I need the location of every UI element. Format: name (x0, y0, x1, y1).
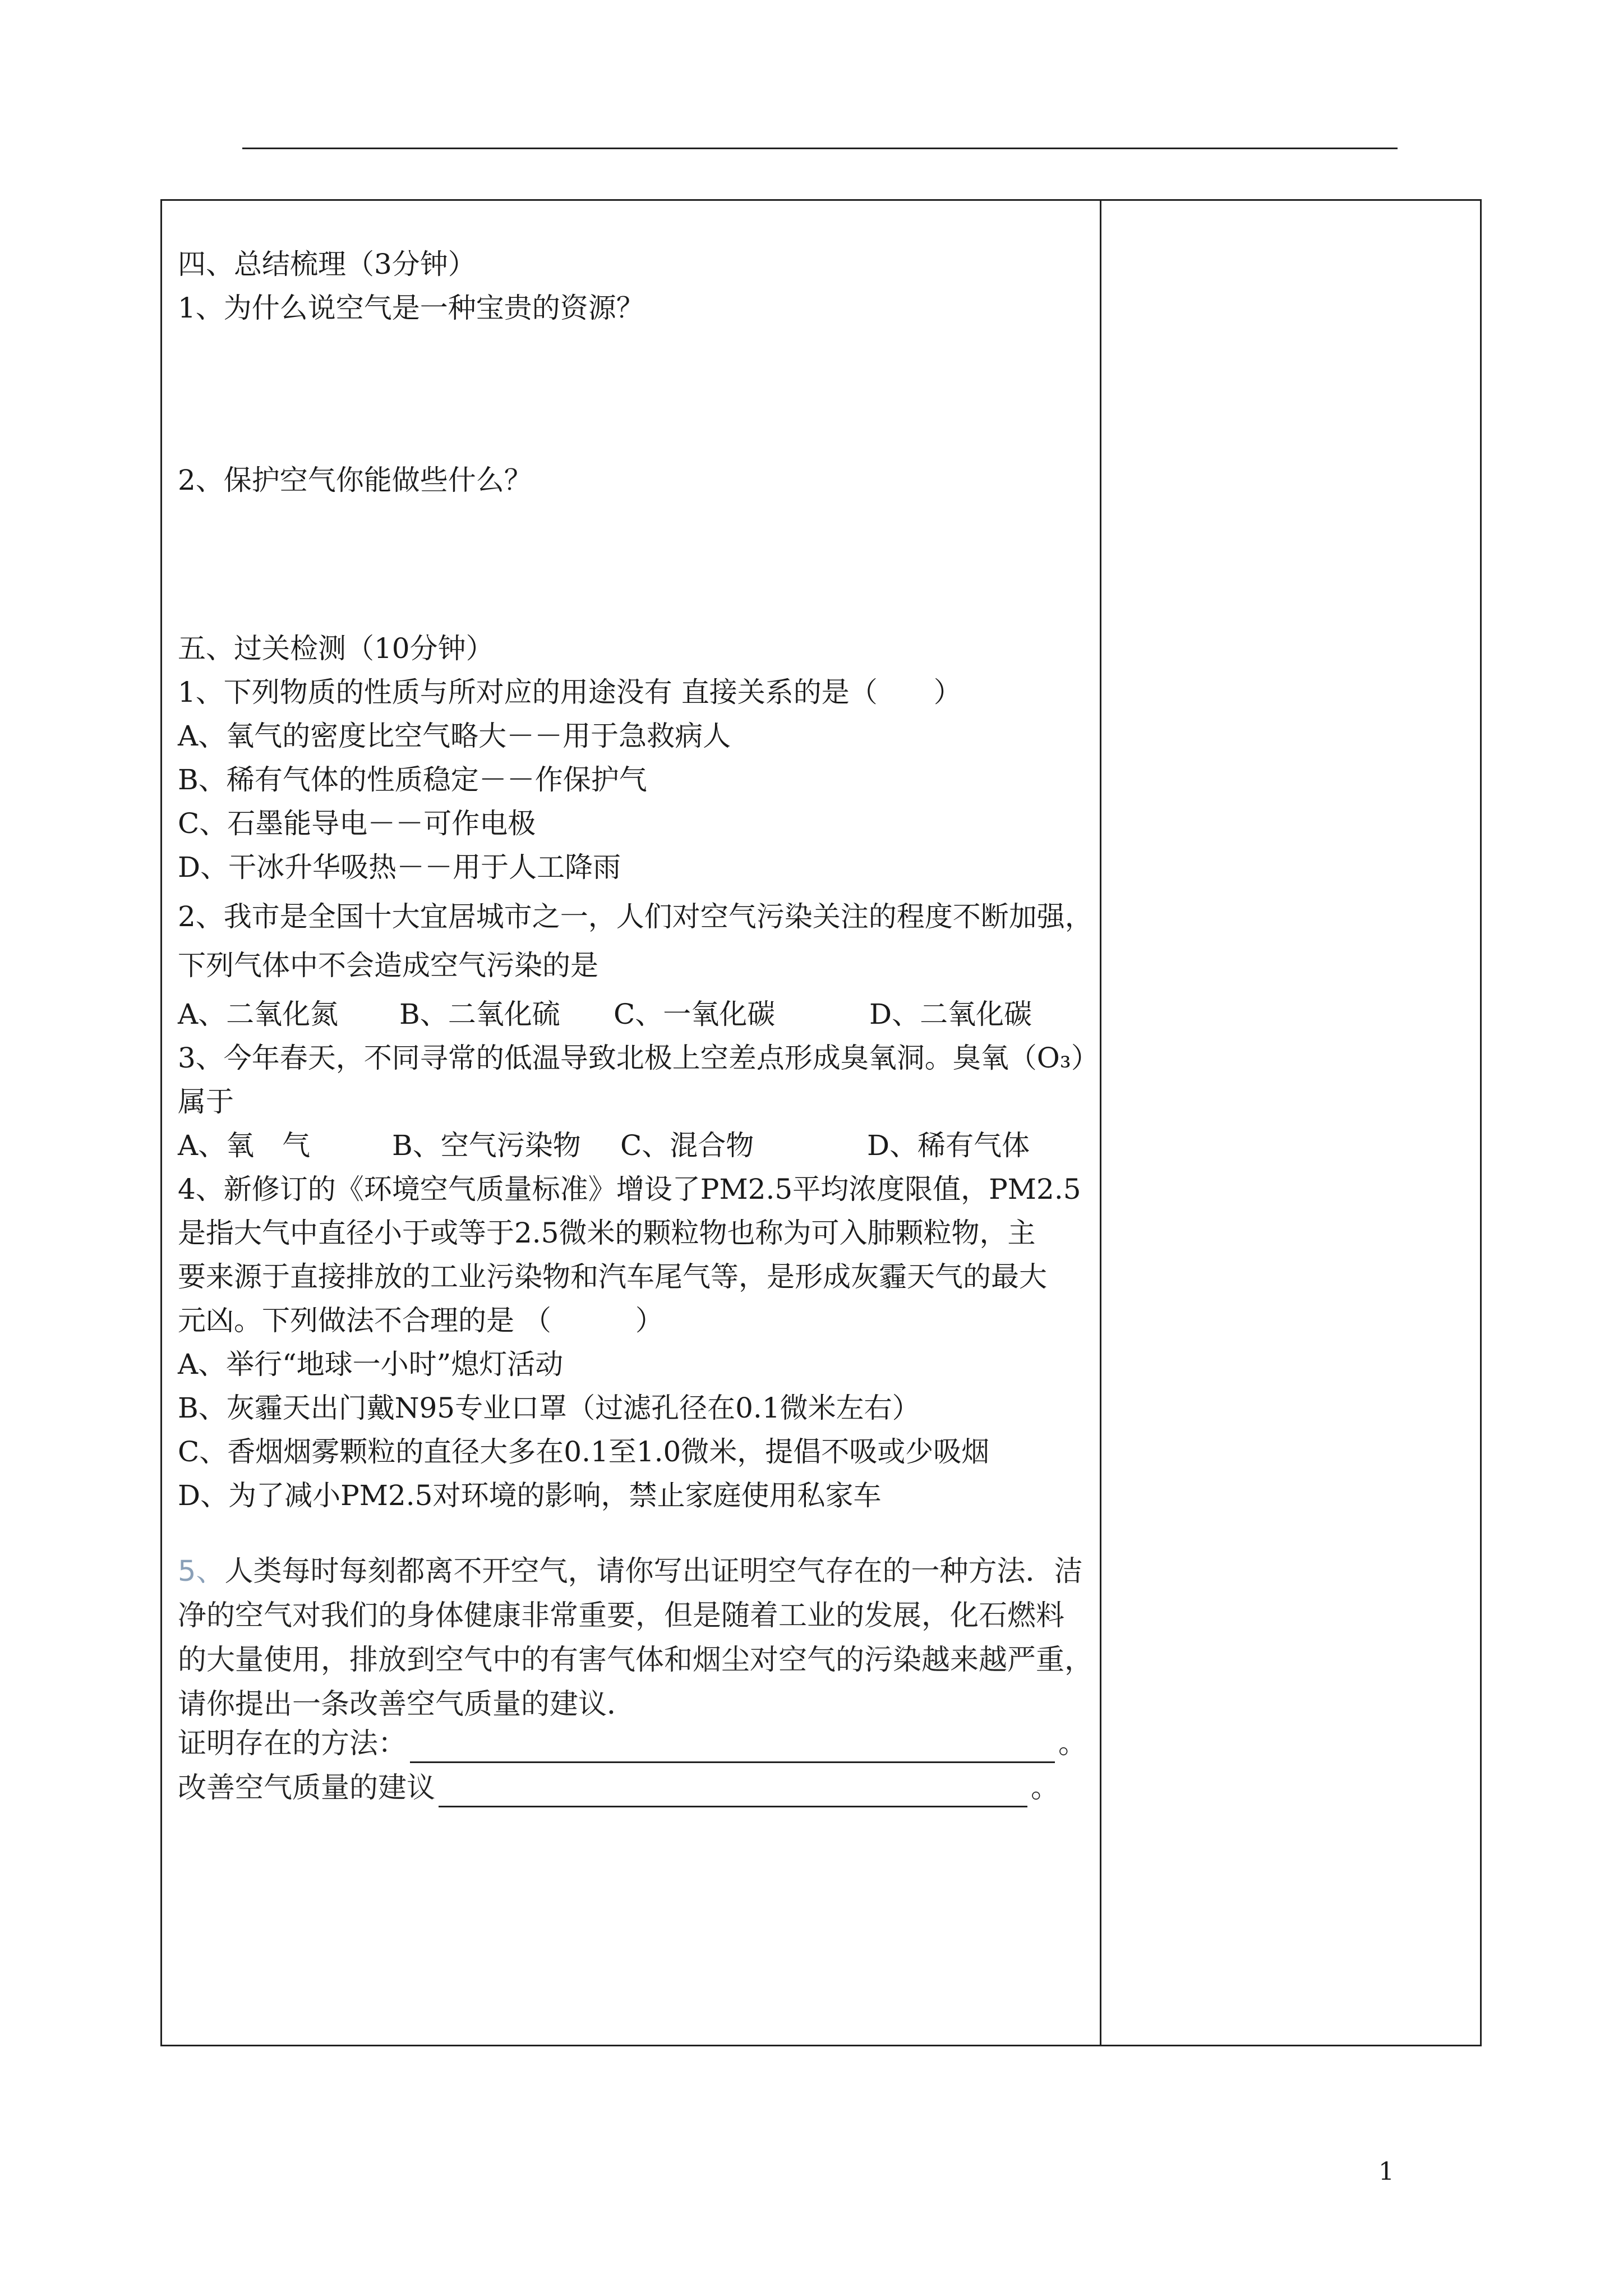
q3-option-b: B、空气污染物 (392, 1129, 581, 1162)
q4-stem-line2: 是指大气中直径小于或等于2.5微米的颗粒物也称为可入肺颗粒物，主 (178, 1217, 1036, 1249)
q4-stem-line4: 元凶。下列做法不合理的是 （ ） (178, 1304, 663, 1337)
q4-option-a: A、举行“地球一小时”熄灯活动 (178, 1348, 564, 1381)
q1-option-d: D、干冰升华吸热－－用于人工降雨 (178, 851, 621, 884)
q5-line4: 请你提出一条改善空气质量的建议． (178, 1688, 636, 1721)
q3-stem-line2: 属于 (178, 1085, 234, 1118)
column-divider (1100, 201, 1101, 2045)
q3-option-a: A、氧 气 (178, 1129, 311, 1162)
q5-line3: 的大量使用，排放到空气中的有害气体和烟尘对空气的污染越来越严重， (178, 1644, 1094, 1677)
section-five-heading: 五、过关检测（10分钟） (178, 632, 494, 665)
summary-question-1: 1、为什么说空气是一种宝贵的资源？ (178, 292, 644, 324)
q5-blank2-end: 。 (1031, 1772, 1060, 1805)
q2-stem-line1: 2、我市是全国十大宜居城市之一，人们对空气污染关注的程度不断加强， (178, 900, 1093, 933)
q5-blank2-label: 改善空气质量的建议 (178, 1772, 436, 1805)
q4-option-b: B、灰霾天出门戴N95专业口罩（过滤孔径在0.1微米左右） (178, 1392, 920, 1424)
summary-question-2: 2、保护空气你能做些什么？ (178, 464, 532, 496)
q1-option-a: A、氧气的密度比空气略大－－用于急救病人 (178, 720, 731, 752)
q1-option-b: B、稀有气体的性质稳定－－作保护气 (178, 763, 647, 796)
section-four-heading: 四、总结梳理（3分钟） (178, 248, 476, 280)
q3-option-c: C、混合物 (620, 1129, 754, 1162)
q2-option-b: B、二氧化硫 (399, 998, 560, 1030)
q4-option-d: D、为了减小PM2.5对环境的影响，禁止家庭使用私家车 (178, 1479, 882, 1512)
q5-answer-blank-2[interactable] (439, 1777, 1027, 1807)
q5-blank1-end: 。 (1058, 1727, 1087, 1760)
q5-blank1-label: 证明存在的方法： (178, 1727, 407, 1760)
q3-stem-line1: 3、今年春天，不同寻常的低温导致北极上空差点形成臭氧洞。臭氧（O₃） (178, 1042, 1099, 1074)
q5-line2: 净的空气对我们的身体健康非常重要，但是随着工业的发展，化石燃料 (178, 1599, 1065, 1632)
q2-option-c: C、一氧化碳 (614, 998, 776, 1030)
q1-option-c: C、石墨能导电－－可作电极 (178, 807, 536, 840)
q1-stem: 1、下列物质的性质与所对应的用途没有 直接关系的是（ ） (178, 676, 962, 708)
q5-line1-text: 人类每时每刻都离不开空气，请你写出证明空气存在的一种方法．洁 (224, 1555, 1083, 1588)
q3-options (178, 1127, 1030, 1164)
q4-option-c: C、香烟烟雾颗粒的直径大多在0.1至1.0微米，提倡不吸或少吸烟 (178, 1435, 990, 1468)
q5-line1 (178, 1553, 1082, 1591)
page-number: 1 (1378, 2157, 1394, 2186)
q5-number: 5、 (178, 1555, 225, 1588)
q5-blank-row-1 (178, 1725, 1087, 1763)
q2-stem-line2: 下列气体中不会造成空气污染的是 (178, 949, 598, 982)
q3-option-d: D、稀有气体 (867, 1129, 1030, 1162)
q2-options (178, 996, 1032, 1033)
q2-option-a: A、二氧化氮 (178, 998, 339, 1030)
q2-option-d: D、二氧化碳 (869, 998, 1032, 1030)
q5-blank-row-2 (178, 1769, 1059, 1807)
q4-stem-line1: 4、新修订的《环境空气质量标准》增设了PM2.5平均浓度限值，PM2.5 (178, 1173, 1081, 1205)
q4-stem-line3: 要来源于直接排放的工业污染物和汽车尾气等，是形成灰霾天气的最大 (178, 1260, 1047, 1293)
header-rule (242, 148, 1398, 149)
worksheet-table (160, 199, 1482, 2046)
q5-answer-blank-1[interactable] (410, 1732, 1055, 1763)
